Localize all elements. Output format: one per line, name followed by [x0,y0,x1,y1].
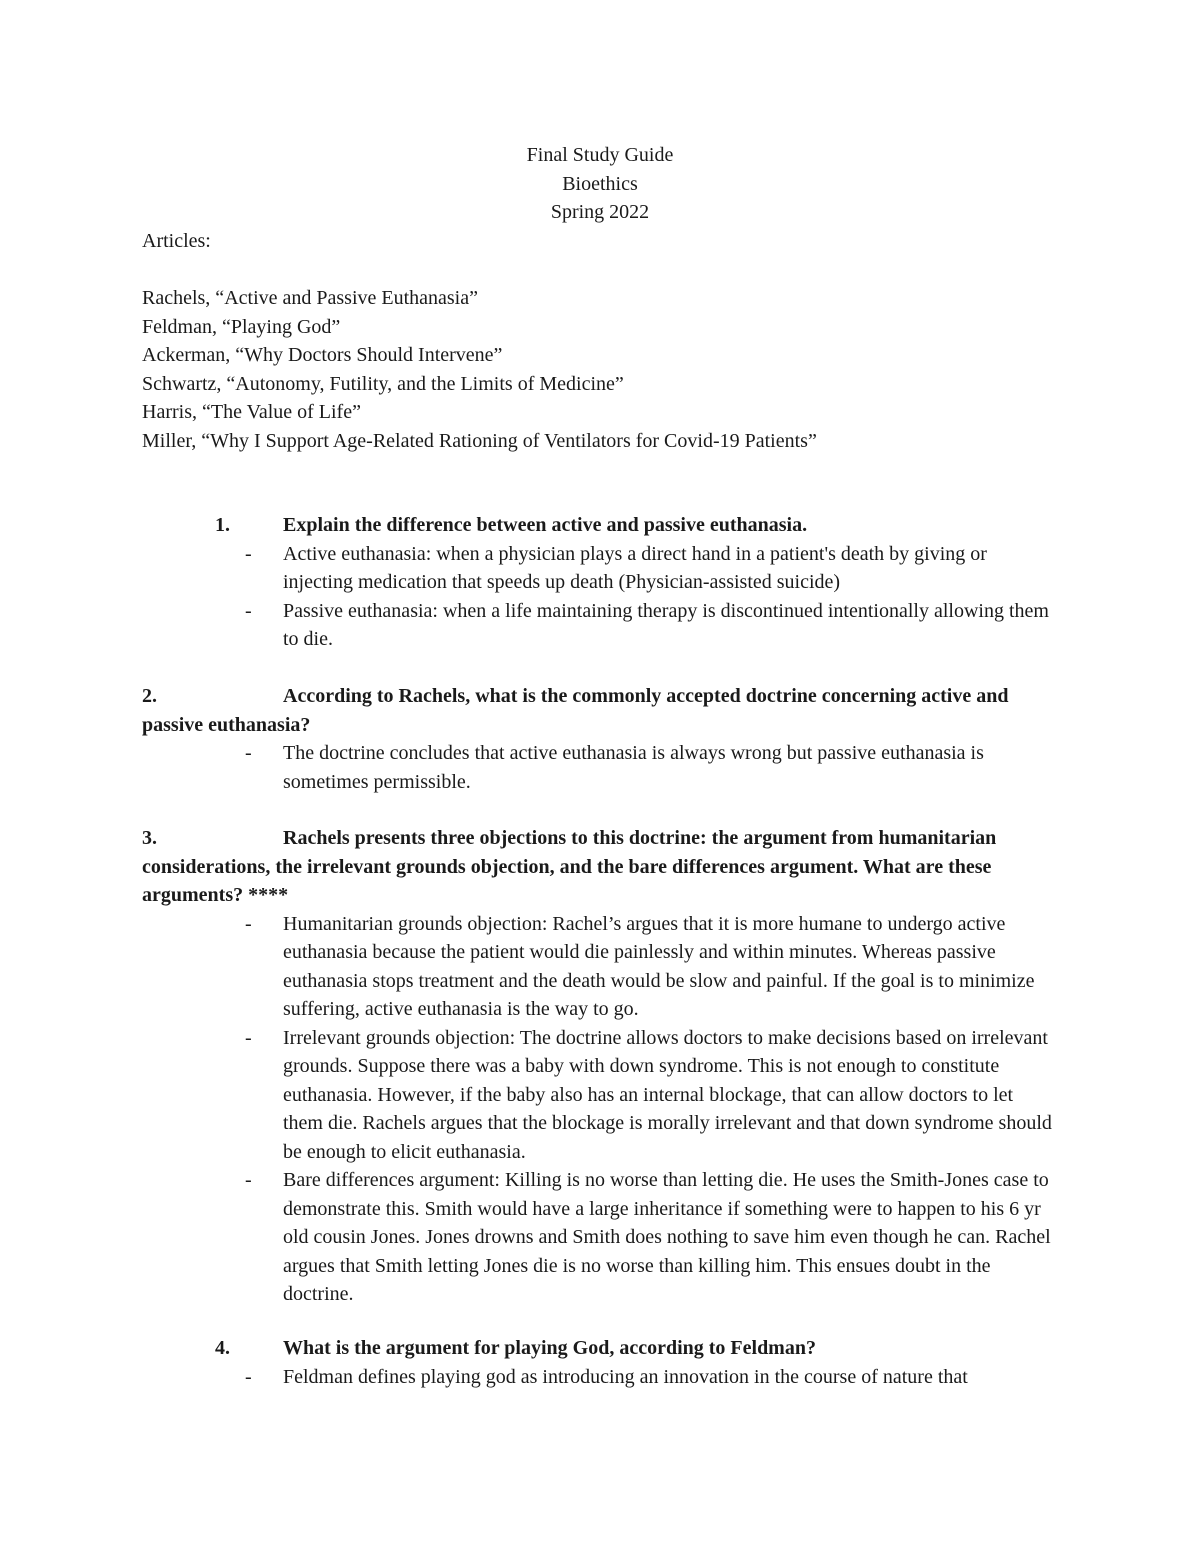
document-title: Final Study Guide [526,144,674,166]
question-number: 3. [142,827,157,849]
question-text: Rachels presents three objections to this doctrine: the argument from humanitarian considerations, the irrelevant grounds objection, and the bare differences argument. What are these arguments? **** [142,827,997,906]
term: Spring 2022 [550,201,650,223]
answer-list [142,739,1062,796]
answer-text: Bare differences argument: Killing is no worse than letting die. He uses the Smith-Jones case to demonstrate this. Smith would have a large inheritance if something were to happen to his 6 yr old cousin Jones. Jones drowns and Smith does nothing to save him even though he can. Rachel argues that Smith letting Jones die is no worse than killing him. This ensues doubt in the doctrine. [283,1169,1051,1305]
answer-text: Passive euthanasia: when a life maintaining therapy is discontinued intentionally allowing them to die. [283,599,1049,650]
answer-text: Feldman defines playing god as introducing an innovation in the course of nature that [283,1365,968,1388]
article-item: Miller, “Why I Support Age-Related Rationing of Ventilators for Covid-19 Patients” [142,429,817,452]
question-text: According to Rachels, what is the commonly accepted doctrine concerning active and passive euthanasia? [142,685,1009,736]
answer-item [142,1024,1058,1167]
bullet-dash-icon: - [245,912,252,935]
question-1 [142,511,1062,654]
answer-list [142,540,1062,654]
answer-item [142,597,1058,654]
question-text: Explain the difference between active and passive euthanasia. [283,514,808,536]
article-item: Schwartz, “Autonomy, Futility, and the Limits of Medicine” [142,372,624,395]
answer-list [142,910,1062,1309]
article-item: Feldman, “Playing God” [142,315,341,338]
articles-list [142,284,1072,455]
answer-item [142,910,1058,1024]
document-header [0,141,1200,227]
article-item: Ackerman, “Why Doctors Should Intervene” [142,344,503,366]
question-number: 4. [215,1337,230,1359]
bullet-dash-icon: - [245,1026,252,1049]
articles-label: Articles: [142,230,211,252]
bullet-dash-icon: - [245,1169,252,1191]
bullet-dash-icon: - [245,599,252,622]
answer-text: Irrelevant grounds objection: The doctrine allows doctors to make decisions based on irrelevant grounds. Suppose there was a baby with down syndrome. This is not enough to constitute euthanasia. However, if the baby also has an internal blockage, that can allow doctors to let them die. Rachels argues that the blockage is morally irrelevant and that down syndrome should be enough to elicit euthanasia. [283,1026,1052,1163]
question-2 [142,682,1062,796]
answer-item [142,739,1058,796]
answer-item [142,1166,1058,1309]
question-number: 1. [215,514,230,536]
bullet-dash-icon: - [245,542,252,565]
question-3 [142,824,1062,1309]
question-heading [142,511,1062,540]
question-heading [142,824,1062,910]
article-item: Harris, “The Value of Life” [142,401,361,423]
bullet-dash-icon: - [245,742,252,764]
answer-text: Humanitarian grounds objection: Rachel’s argues that it is more humane to undergo active euthanasia because the patient would die painlessly and within minutes. Whereas passive euthanasia stops treatment and the death would be slow and painful. If the goal is to minimize suffering, active euthanasia is the way to go. [283,912,1035,1020]
answer-item [142,540,1058,597]
question-heading [142,682,1062,739]
question-4 [142,1334,1062,1391]
answer-text: Active euthanasia: when a physician plays a direct hand in a patient's death by giving or injecting medication that speeds up death (Physician-assisted suicide) [283,542,987,593]
answer-list [142,1363,1062,1392]
article-item: Rachels, “Active and Passive Euthanasia” [142,287,478,309]
question-heading [142,1334,1062,1363]
answer-text: The doctrine concludes that active euthanasia is always wrong but passive euthanasia is sometimes permissible. [283,742,984,793]
bullet-dash-icon: - [245,1365,252,1388]
question-number: 2. [142,685,157,707]
question-text: What is the argument for playing God, according to Feldman? [283,1337,816,1359]
course-name: Bioethics [562,172,638,195]
answer-item [142,1363,1058,1392]
